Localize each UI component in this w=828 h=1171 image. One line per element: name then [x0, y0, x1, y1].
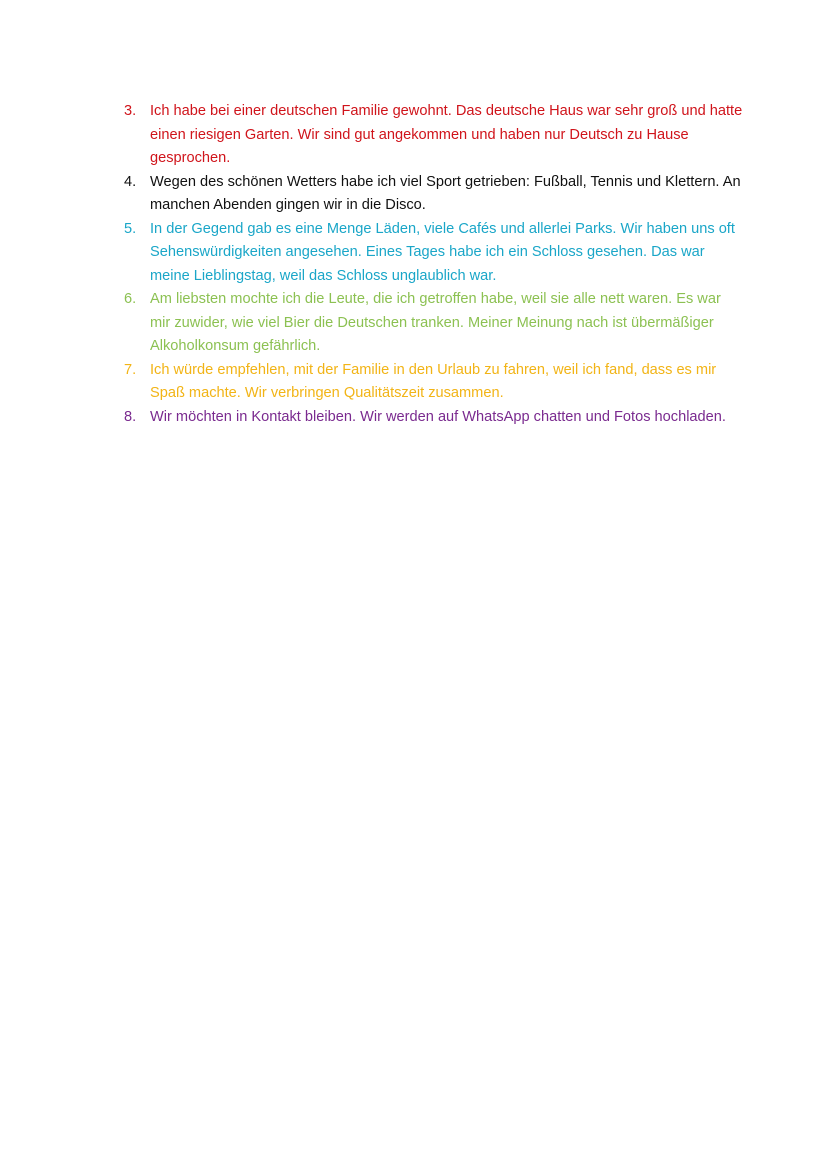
list-item-6 — [124, 288, 744, 359]
list-item-number: 3. — [124, 103, 137, 119]
list-item-number: 4. — [124, 173, 137, 190]
list-item-3 — [124, 100, 744, 171]
list-item-number: 6. — [124, 291, 137, 307]
list-item-5 — [124, 218, 744, 289]
list-item-number: 8. — [124, 408, 137, 425]
list-item-number: 7. — [124, 361, 137, 378]
numbered-list — [124, 100, 744, 429]
list-item-7 — [124, 359, 744, 406]
list-item-number: 5. — [124, 220, 137, 237]
list-item-text: Am liebsten mochte ich die Leute, die ich getroffen habe, weil sie alle nett waren. Es war mir zuwider, wie viel Bier die Deutschen tranken. Meiner Meinung nach ist übermäßiger Alkoholkonsum gefährlich. — [150, 291, 721, 354]
list-item-text: In der Gegend gab es eine Menge Läden, viele Cafés und allerlei Parks. Wir haben uns oft Sehenswürdigkeiten angesehen. Eines Tages habe ich ein Schloss gesehen. Das war meine Lieblingstag, weil das Schloss unglaublich war. — [150, 220, 735, 284]
list-item-8 — [124, 406, 744, 430]
list-item-text: Ich habe bei einer deutschen Familie gewohnt. Das deutsche Haus war sehr groß und hatte einen riesigen Garten. Wir sind gut angekommen und haben nur Deutsch zu Hause gesprochen. — [150, 103, 743, 166]
list-item-text: Wir möchten in Kontakt bleiben. Wir werden auf WhatsApp chatten und Fotos hochladen. — [150, 408, 726, 425]
list-item-text: Ich würde empfehlen, mit der Familie in den Urlaub zu fahren, weil ich fand, dass es mir Spaß machte. Wir verbringen Qualitätszeit zusammen. — [150, 361, 717, 401]
list-item-4 — [124, 171, 744, 218]
list-item-text: Wegen des schönen Wetters habe ich viel Sport getrieben: Fußball, Tennis und Klettern. An manchen Abenden gingen wir in die Disco. — [150, 173, 741, 213]
